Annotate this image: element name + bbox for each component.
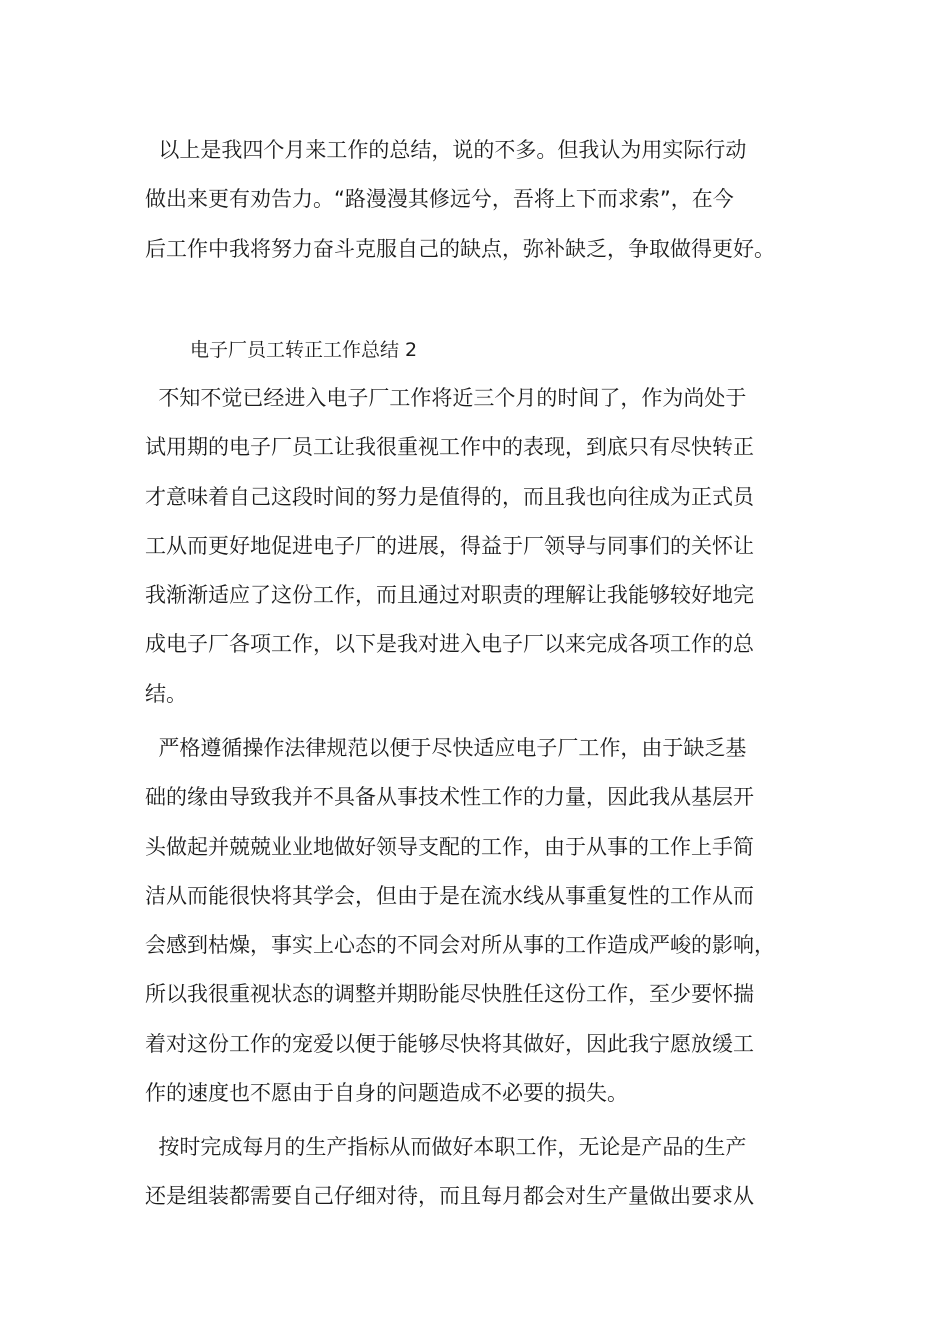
section-heading: 电子厂员工转正工作总结 2 (190, 339, 418, 361)
text-line: 所以我很重视状态的调整并期盼能尽快胜任这份工作，至少要怀揣 (145, 982, 754, 1007)
section-heading-block (190, 335, 870, 365)
text-line: 作的速度也不愿由于自身的问题造成不必要的损失。 (145, 1081, 628, 1106)
text-line: 头做起并兢兢业业地做好领导支配的工作，由于从事的工作上手简 (145, 834, 754, 859)
text-line: 成电子厂各项工作，以下是我对进入电子厂以来完成各项工作的总 (145, 632, 754, 657)
text-line: 不知不觉已经进入电子厂工作将近三个月的时间了，作为尚处于 (145, 386, 747, 410)
text-line: 还是组装都需要自己仔细对待，而且每月都会对生产量做出要求从 (145, 1184, 754, 1209)
text-line: 我渐渐适应了这份工作，而且通过对职责的理解让我能够较好地完 (145, 583, 754, 608)
text-line: 严格遵循操作法律规范以便于尽快适应电子厂工作，由于缺乏基 (145, 736, 747, 760)
text-line: 后工作中我将努力奋斗克服自己的缺点，弥补缺乏，争取做得更好。 (145, 236, 775, 261)
paragraph-production-targets (145, 1123, 825, 1222)
text-line: 工从而更好地促进电子厂的进展，得益于厂领导与同事们的关怀让 (145, 533, 754, 558)
text-line: 以上是我四个月来工作的总结，说的不多。但我认为用实际行动 (145, 138, 747, 162)
text-line: 础的缘由导致我并不具备从事技术性工作的力量，因此我从基层开 (145, 785, 754, 810)
text-line: 按时完成每月的生产指标从而做好本职工作，无论是产品的生产 (145, 1135, 747, 1159)
text-line: 才意味着自己这段时间的努力是值得的，而且我也向往成为正式员 (145, 484, 754, 509)
text-line: 做出来更有劝告力。“路漫漫其修远兮，吾将上下而求索”，在今 (145, 187, 734, 212)
paragraph-intro (145, 374, 825, 719)
text-line: 试用期的电子厂员工让我很重视工作中的表现，到底只有尽快转正 (145, 435, 754, 460)
text-line: 着对这份工作的宠爱以便于能够尽快将其做好，因此我宁愿放缓工 (145, 1031, 754, 1056)
text-line: 洁从而能很快将其学会，但由于是在流水线从事重复性的工作从而 (145, 883, 754, 908)
paragraph-conclusion (145, 126, 825, 274)
text-line: 结。 (145, 681, 187, 706)
paragraph-operation-rules (145, 724, 825, 1118)
text-line: 会感到枯燥，事实上心态的不同会对所从事的工作造成严峻的影响， (145, 933, 775, 958)
